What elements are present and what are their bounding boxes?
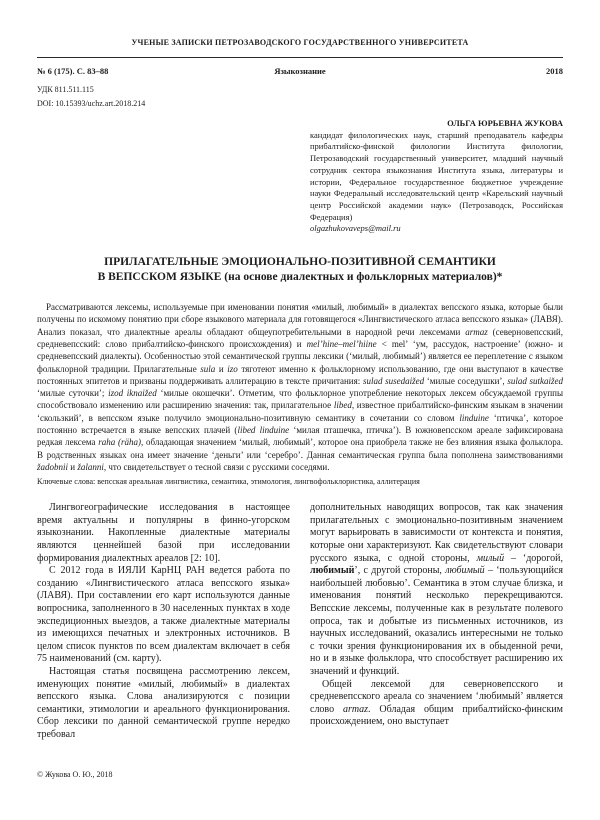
- year-label: 2018: [545, 66, 563, 76]
- author-affiliation: кандидат филологических наук, старший преподаватель кафедры прибалтийско-финской филологии Института филологии, Петрозаводский государственный университет, младший научный сотрудник сектора языкознания Института языка, литературы и истории, Федеральное государственное бюджетное учреждение науки Федеральный исследовательский центр «Карельский научный центр Российской академии наук» (Петрозаводск, Российская Федерация): [310, 129, 563, 222]
- copyright-notice: © Жукова О. Ю., 2018: [37, 770, 113, 779]
- journal-header-title: УЧЕНЫЕ ЗАПИСКИ ПЕТРОЗАВОДСКОГО ГОСУДАРСТВЕННОГО УНИВЕРСИТЕТА: [131, 38, 469, 47]
- abstract-text: Рассматриваются лексемы, используемые при именовании понятия «милый, любимый» в диалектах вепсского языка, которые были получены по искомому понятию при сборе языкового материала для готовящегося «Лингвистического атласа вепсского языка» (ЛАВЯ). Анализ показал, что диалектные ареалы обладают общеупотребительными в народной речи лексемами armaz (северновепсский, средневепсский: слово прибалтийско-финского происхождения) и mel’hine–mel’hiine < mel’ ‘ум, рассудок, настроение’ (южно- и средневепсский диалекты). Особенностью этой семантической группы лексики (‘милый, любимый’) является ее переплетение с языком фольклорной традиции. Прилагательные sula и izo тяготеют именно к фольклорному использованию, где они выступают в качестве постоянных эпитетов и призваны поддерживать аллитерацию в тексте причитания: sulad susedaižed ‘милые соседушки’, sulad sutkaižed ‘милые суточки’; izod iknaižed ‘милые окошечки’. Отметим, что фольклорное употребление некоторых лексем обсуждаемой группы способствовало изменению или расширению значения: так, прилагательное libed, известное прибалтийско-финским языкам в значении ‘скользкий’, в вепсском языке получило эмоционально-позитивную семантику в сочетании со словом linduine ‘птичка’, которое постоянно встречается в языке вепсских плачей (libed linduine ‘милая пташечка, птичка’). В южновепсском ареале зафиксирована редкая лексема raha (räha), обладающая значением ‘милый, любимый’, которое она приобрела также не без влияния языка фольклора. В родственных языках она имеет значение ‘деньги’ или ‘серебро’. Данная семантическая группа была пополнена заимствованиями žadobnii и žalanni, что свидетельствует о тесной связи с русскими соседями.: [37, 302, 564, 472]
- paragraph: Лингвогеографические исследования в настоящее время актуальны и популярны в финно-угорском языкознании. Накопленные диалектные материалы являются ценнейшей базой при исследовании формирования диалектных ареалов [2: 10].: [37, 502, 290, 564]
- paragraph: Настоящая статья посвящена рассмотрению лексем, именующих понятие «милый, любимый» в диалектах вепсского языка. Слова анализируются с позиции семантики, этимологии и ареального функционирования. Сбор лексики по данной семантической группе нередко требовал: [37, 665, 290, 740]
- udc-code: УДК 811.511.115: [37, 85, 94, 94]
- header-divider: [37, 57, 563, 58]
- paragraph: дополнительных наводящих вопросов, так как значения прилагательных с эмоционально-позитивным значением могут варьировать в зависимости от контекста и понятия, которые они характеризуют. Как свидетельствуют словари русского языка, с одной стороны, милый – ‘дорогой, любимый’, с другой стороны, любимый – ‘пользующийся наибольшей любовью’. Семантика в этом случае близка, и именования понятий несколько перекрещиваются. Вепсские лексемы, полученные как в результате полевого опроса, так и добытые из письменных источников, из научных исследований, оказались интересными не только с точки зрения функционирования их в обыденной речи, но и в языке фольклора, что способствует расширению их значений и функций.: [310, 502, 563, 677]
- paragraph: С 2012 года в ИЯЛИ КарНЦ РАН ведется работа по созданию «Лингвистического атласа вепсского языка» (ЛАВЯ). При составлении его карт используются данные вопросника, заполненного в 30 населенных пунктах в ходе экспедиционных выездов, а также диалектные материалы из имеющихся печатных и электронных источников. В целом список пунктов по всем диалектам включает в себя 75 наименований (см. карту).: [37, 565, 290, 665]
- author-block: [310, 118, 563, 235]
- body-left-column: [37, 502, 290, 741]
- body-right-column: [310, 502, 563, 741]
- article-title-line1: ПРИЛАГАТЕЛЬНЫЕ ЭМОЦИОНАЛЬНО-ПОЗИТИВНОЙ СЕМАНТИКИ: [104, 256, 496, 269]
- author-email: olgazhukovaveps@mail.ru: [310, 223, 401, 234]
- paragraph: Общей лексемой для северновепсского и средневепсского ареала со значением ‘любимый’ является слово armaz. Обладая общим прибалтийско-финским происхождением, оно выступает: [310, 678, 563, 728]
- section-label: Языкознание: [274, 66, 326, 76]
- article-title: [37, 255, 563, 284]
- issue-line: [37, 66, 563, 76]
- issue-number: № 6 (175). С. 83–88: [37, 66, 109, 76]
- keywords-line: Ключевые слова: вепсская ареальная лингвистика, семантика, этимология, лингвофольклористика, аллитерация: [37, 477, 420, 487]
- body-columns: [37, 502, 563, 741]
- author-name: ОЛЬГА ЮРЬЕВНА ЖУКОВА: [447, 118, 563, 128]
- article-title-line2: В ВЕПССКОМ ЯЗЫКЕ (на основе диалектных и фольклорных материалов)*: [97, 270, 503, 283]
- doi-code: DOI: 10.15393/uchz.art.2018.214: [37, 99, 146, 108]
